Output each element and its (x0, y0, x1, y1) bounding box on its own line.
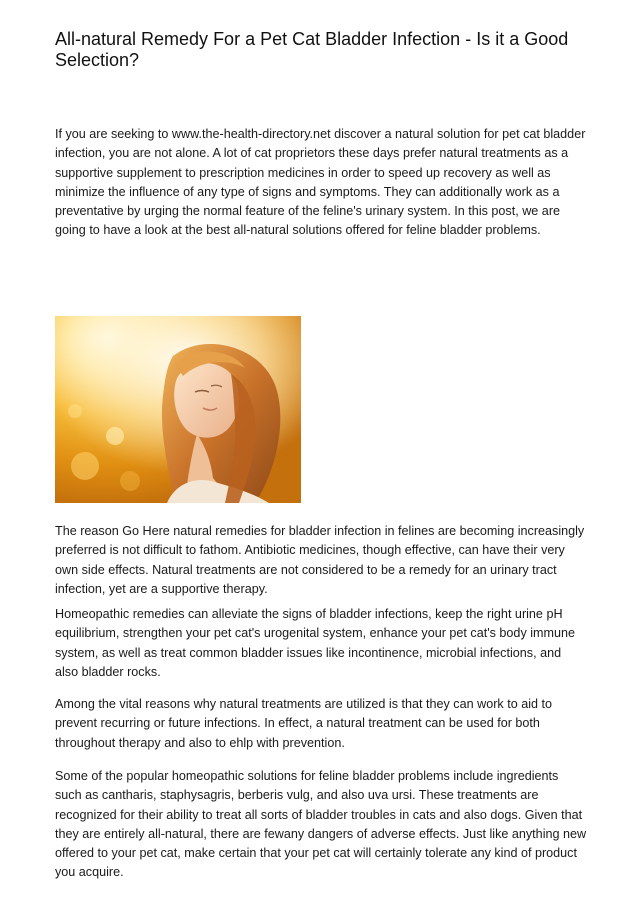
document-title: All-natural Remedy For a Pet Cat Bladder Infection - Is it a Good Selection? (55, 29, 569, 70)
woman-in-sunlight-photo (55, 316, 301, 503)
photo-illustration (55, 316, 301, 503)
paragraph-reason: The reason Go Here natural remedies for bladder infection in felines are becoming increasingly preferred is not difficult to fathom. Antibiotic medicines, though effective, can have their very own side effects. Natural treatments are not considered to be a remedy for an urinary tract infection, yet are a supportive therapy. (55, 524, 585, 596)
paragraph-homeopathic-benefits: Homeopathic remedies can alleviate the signs of bladder infections, keep the right urine pH equilibrium, strengthen your pet cat's urogenital system, enhance your pet cat's body immune system, as well as treat common bladder issues like incontinence, microbial infections, and also bladder rocks. (55, 607, 576, 679)
paragraph-prevention: Among the vital reasons why natural treatments are utilized is that they can work to aid to prevent recurring or future infections. In effect, a natural treatment can be used for both throughout therapy and also to ehlp with prevention. (55, 697, 553, 750)
paragraph-popular-solutions: Some of the popular homeopathic solutions for feline bladder problems include ingredients such as cantharis, staphysagris, berberis vulg, and also uva ursi. These treatments are recognized for their ability to treat all sorts of bladder troubles in cats and also dogs. Given that they are entirely all-natural, there are fewany dangers of adverse effects. Just like anything new offered to your pet cat, make certain that your pet cat will certainly tolerate any kind of product you acquire. (55, 769, 587, 880)
paragraph-intro: If you are seeking to www.the-health-directory.net discover a natural solution for pet cat bladder infection, you are not alone. A lot of cat proprietors these days prefer natural treatments as a supportive supplement to prescription medicines in order to speed up recovery as well as minimize the influence of any type of signs and symptoms. They can additionally work as a preventative by urging the normal feature of the feline's urinary system. In this post, we are going to have a look at the best all-natural solutions offered for feline bladder problems. (55, 127, 586, 238)
